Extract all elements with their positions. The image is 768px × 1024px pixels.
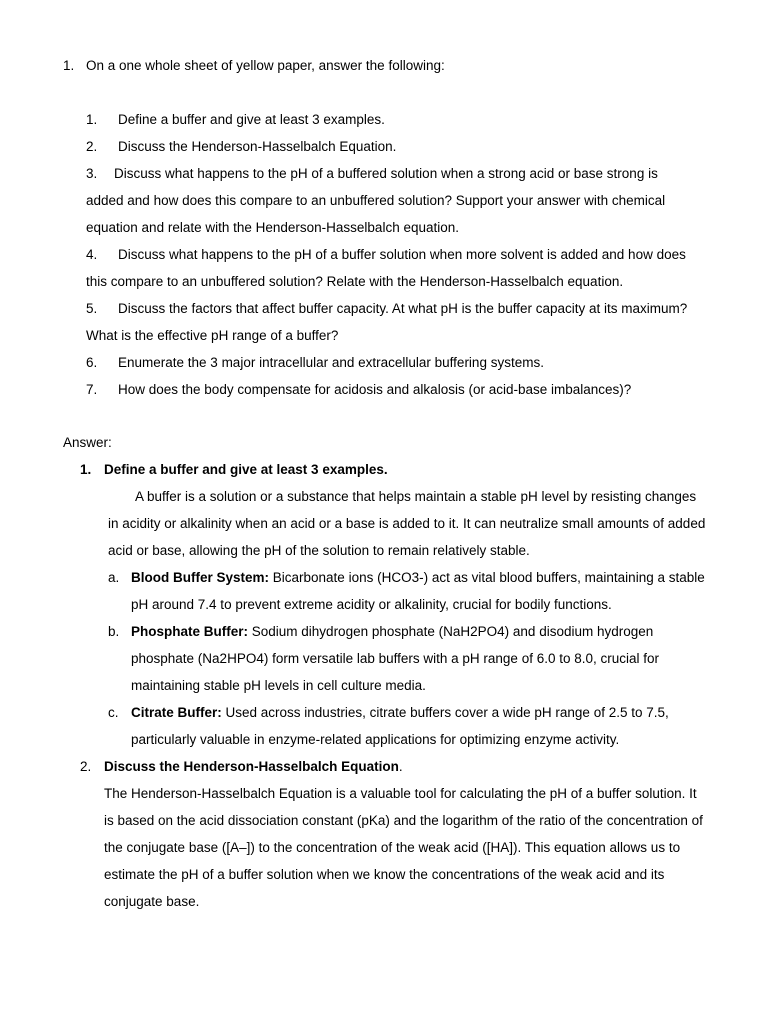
example-letter: a.: [108, 570, 120, 585]
example-text: Bicarbonate ions (HCO3-) act as vital blood buffers, maintaining a stable: [269, 570, 705, 585]
example-text: Sodium dihydrogen phosphate (NaH2PO4) and disodium hydrogen: [248, 624, 654, 639]
example-line: [131, 564, 705, 591]
example-line: [131, 699, 669, 726]
example-letter: b.: [108, 624, 120, 639]
answer-paragraph-line: conjugate base.: [104, 894, 200, 909]
answer-heading: Discuss the Henderson-Hasselbalch Equation: [104, 759, 399, 774]
example-text-continued: particularly valuable in enzyme-related applications for optimizing enzyme activity.: [131, 732, 620, 747]
question-text: Discuss what happens to the pH of a buffered solution when a strong acid or base strong is: [114, 166, 658, 181]
example-term: Phosphate Buffer:: [131, 624, 249, 639]
answer-number: 1.: [80, 462, 92, 477]
question-number: 7.: [86, 382, 98, 397]
question-number: 1.: [86, 112, 98, 127]
answer-paragraph-line: estimate the pH of a buffer solution when we know the concentrations of the weak acid and its: [104, 867, 665, 882]
answer-paragraph-line: the conjugate base ([A–]) to the concentration of the weak acid ([HA]). This equation allows us to: [104, 840, 681, 855]
example-term: Blood Buffer System:: [131, 570, 270, 585]
answer-heading-line: [104, 753, 403, 780]
question-text: Discuss the Henderson-Hasselbalch Equation.: [118, 139, 397, 154]
question-text: Enumerate the 3 major intracellular and extracellular buffering systems.: [118, 355, 544, 370]
question-text-continued: added and how does this compare to an unbuffered solution? Support your answer with chemical: [86, 193, 666, 208]
question-text-continued: What is the effective pH range of a buffer?: [86, 328, 339, 343]
example-text-continued: pH around 7.4 to prevent extreme acidity or alkalinity, crucial for bodily functions.: [131, 597, 612, 612]
question-text: Discuss the factors that affect buffer capacity. At what pH is the buffer capacity at its maximum?: [118, 301, 688, 316]
instruction-number: 1.: [63, 58, 75, 73]
question-text-continued: this compare to an unbuffered solution? Relate with the Henderson-Hasselbalch equation.: [86, 274, 624, 289]
question-text: How does the body compensate for acidosis and alkalosis (or acid-base imbalances)?: [118, 382, 632, 397]
answer-label: Answer:: [63, 435, 112, 450]
question-number: 4.: [86, 247, 98, 262]
answer-paragraph-line: The Henderson-Hasselbalch Equation is a valuable tool for calculating the pH of a buffer solution. It: [104, 786, 697, 801]
answer-paragraph-line: in acidity or alkalinity when an acid or a base is added to it. It can neutralize small amounts of added: [108, 516, 706, 531]
answer-heading-suffix: .: [398, 759, 403, 774]
question-number: 3.: [86, 166, 98, 181]
answer-number: 2.: [80, 759, 92, 774]
question-number: 5.: [86, 301, 98, 316]
example-term: Citrate Buffer:: [131, 705, 222, 720]
example-text: Used across industries, citrate buffers cover a wide pH range of 2.5 to 7.5,: [221, 705, 669, 720]
example-line: [131, 618, 653, 645]
example-text-continued: maintaining stable pH levels in cell culture media.: [131, 678, 426, 693]
answer-paragraph-line: A buffer is a solution or a substance that helps maintain a stable pH level by resisting changes: [135, 489, 697, 504]
question-text: Define a buffer and give at least 3 examples.: [118, 112, 385, 127]
question-number: 2.: [86, 139, 98, 154]
instruction-text: On a one whole sheet of yellow paper, answer the following:: [86, 58, 445, 73]
example-letter: c.: [108, 705, 119, 720]
example-text-continued: phosphate (Na2HPO4) form versatile lab buffers with a pH range of 6.0 to 8.0, crucial for: [131, 651, 660, 666]
answer-paragraph-line: is based on the acid dissociation constant (pKa) and the logarithm of the ratio of the concentration of: [104, 813, 703, 828]
question-text: Discuss what happens to the pH of a buffer solution when more solvent is added and how does: [118, 247, 686, 262]
answer-heading: Define a buffer and give at least 3 examples.: [104, 462, 388, 477]
question-number: 6.: [86, 355, 98, 370]
answer-paragraph-line: acid or base, allowing the pH of the solution to remain relatively stable.: [108, 543, 530, 558]
question-text-continued: equation and relate with the Henderson-Hasselbalch equation.: [86, 220, 459, 235]
